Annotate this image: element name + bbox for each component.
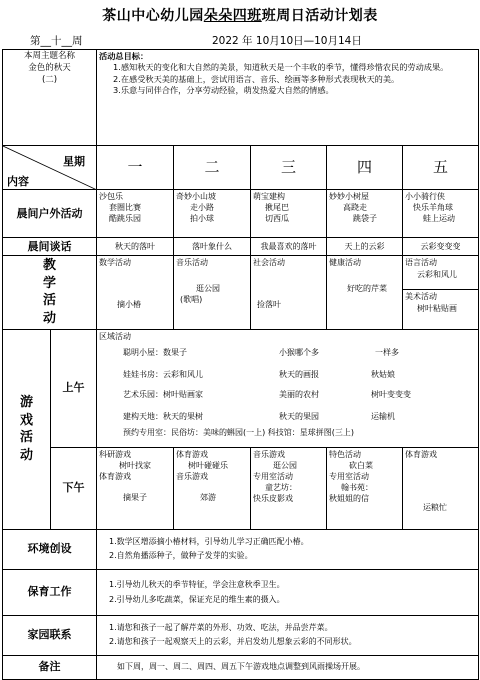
label-char: 教 xyxy=(43,258,57,274)
environment-cell xyxy=(97,529,479,569)
theme-label: 本周主题名称 xyxy=(24,51,76,61)
game-pm-row xyxy=(3,447,479,529)
activity-text: 走小路 xyxy=(190,203,215,213)
area-activities-cell xyxy=(97,329,479,447)
area-text: 运输机 xyxy=(371,411,396,421)
area-text: 小猴哪个多 xyxy=(279,347,320,357)
environment-item: 2.自然角播添种子，做种子发芽的实验。 xyxy=(109,551,253,561)
subject-text: 音乐活动 xyxy=(176,258,209,268)
subject-text: 健康活动 xyxy=(329,258,362,268)
activity-text: 蛙上运动 xyxy=(423,214,456,224)
remarks-label: 备注 xyxy=(3,655,97,679)
pm-text: 秋姐姐的信 xyxy=(329,494,370,504)
remarks-text: 如下周，周一、周二、周四、周五下午游戏地点调整到风雨操场开展。 xyxy=(117,662,366,672)
morning-outdoor-row xyxy=(3,190,479,238)
special-room-text: 预约专用室：民俗坊：美味的蝌园(一上) 科技馆：星球拼图(三上) xyxy=(123,427,355,437)
teaching-row xyxy=(3,256,479,329)
activity-text: 拍小球 xyxy=(190,214,215,224)
day-header-wed: 三 xyxy=(251,146,327,190)
theme-row xyxy=(3,50,479,146)
family-item: 1.请您和孩子一起了解芹菜的外形、功效、吃法，并品尝芹菜。 xyxy=(109,623,333,633)
environment-item: 1.数学区增添摘小椿材料，引导幼儿学习正确匹配小椿。 xyxy=(109,537,309,547)
activity-text: 高跷走 xyxy=(343,203,368,213)
care-label: 保育工作 xyxy=(3,569,97,615)
topic-text: 摘小椿 xyxy=(117,299,142,309)
pm-text: 快乐皮影戏 xyxy=(253,494,294,504)
label-char: 动 xyxy=(19,447,33,463)
morning-talk-row xyxy=(3,238,479,256)
area-text: 聪明小屋：数果子 xyxy=(123,347,188,357)
activity-text: 沙包乐 xyxy=(99,192,124,201)
theme-name: 金色的秋天 xyxy=(28,62,71,73)
pm-text: 音乐游戏 xyxy=(253,449,286,459)
area-text: 美丽的农村 xyxy=(279,389,320,399)
area-text: 一样多 xyxy=(375,347,400,357)
activity-text: 套圈比赛 xyxy=(109,203,142,213)
label-char: 游 xyxy=(19,394,33,410)
area-text: 秋姑娘 xyxy=(371,369,396,379)
activity-text: 跳袋子 xyxy=(353,214,378,224)
pm-text: 翰书苑： xyxy=(341,483,374,493)
care-cell xyxy=(97,569,479,615)
day-header-tue: 二 xyxy=(174,146,251,190)
content-label: 内容 xyxy=(7,175,29,188)
weekly-plan-table xyxy=(2,49,479,680)
label-char: 活 xyxy=(43,293,57,309)
pm-tue xyxy=(174,447,251,529)
game-am-row xyxy=(3,329,479,447)
pm-text: 摘果子 xyxy=(123,493,148,503)
area-text: 树叶变变变 xyxy=(371,389,412,399)
family-cell xyxy=(97,615,479,655)
subject-text: 数学活动 xyxy=(99,258,132,268)
pm-thu xyxy=(327,447,403,529)
pm-text: 专用室活动 xyxy=(329,471,370,481)
remarks-row xyxy=(3,655,479,679)
teaching-mon xyxy=(97,256,174,329)
pm-text: 逛公园 xyxy=(273,460,298,470)
care-item: 1.引导幼儿秋天的季节特征，学会注意秋季卫生。 xyxy=(109,579,285,589)
outdoor-mon xyxy=(97,190,174,238)
area-text: 娃娃书房：云彩和风儿 xyxy=(123,369,204,379)
subject-text: 语言活动 xyxy=(405,258,438,268)
pm-text: 运粮忙 xyxy=(423,502,448,512)
weekday-label: 星期 xyxy=(63,155,85,168)
talk-fri: 云彩变变变 xyxy=(403,238,479,256)
talk-thu: 天上的云彩 xyxy=(327,238,403,256)
area-text: 秋天的画报 xyxy=(279,369,320,379)
label-char: 学 xyxy=(43,275,57,291)
pm-text: 砍白菜 xyxy=(349,460,374,470)
area-text: 建构天地：秋天的果树 xyxy=(123,411,204,421)
activity-text: 小小骑行侠 xyxy=(405,192,446,201)
activity-text: 快乐羊角球 xyxy=(413,203,454,213)
teaching-thu xyxy=(327,256,403,329)
pm-text: 音乐游戏 xyxy=(176,471,209,481)
pm-text: 树叶碰碰乐 xyxy=(188,460,229,470)
outdoor-tue xyxy=(174,190,251,238)
teaching-label xyxy=(3,256,97,329)
care-row xyxy=(3,569,479,615)
topic-extra: (歌唱) xyxy=(180,294,203,304)
label-char: 戏 xyxy=(19,412,33,428)
pm-text: 特色活动 xyxy=(329,449,362,459)
subject-text: 美术活动 xyxy=(405,292,438,302)
title-prefix: 茶山中心幼儿园 xyxy=(102,8,204,24)
talk-tue: 落叶象什么 xyxy=(174,238,251,256)
pm-label: 下午 xyxy=(51,447,97,529)
outdoor-fri xyxy=(403,190,479,238)
teaching-fri xyxy=(403,256,479,329)
talk-wed: 我最喜欢的落叶 xyxy=(251,238,327,256)
diagonal-header-cell xyxy=(3,146,97,190)
morning-outdoor-label: 晨间户外活动 xyxy=(3,190,97,238)
pm-fri xyxy=(403,447,479,529)
game-label xyxy=(3,329,51,529)
topic-text: 云彩和风儿 xyxy=(417,269,458,279)
activity-text: 奇妙小山坡 xyxy=(176,192,217,201)
area-heading: 区域活动 xyxy=(99,331,132,341)
goals-cell xyxy=(97,50,479,146)
pm-text: 树叶找家 xyxy=(119,460,152,470)
environment-label: 环境创设 xyxy=(3,529,97,569)
topic-text: 树叶粘贴画 xyxy=(417,303,458,313)
activity-text: 酷跳乐园 xyxy=(109,214,142,224)
date-range: 2022 年 10月10日—10月14日 xyxy=(212,35,362,47)
teaching-tue xyxy=(174,256,251,329)
pm-text: 专用室活动 xyxy=(253,471,294,481)
activity-text: 妙妙小树屋 xyxy=(329,192,370,201)
title-suffix: 班周日活动计划表 xyxy=(261,8,378,24)
environment-row xyxy=(3,529,479,569)
subject-text: 社会活动 xyxy=(253,258,286,268)
morning-talk-label: 晨间谈话 xyxy=(3,238,97,256)
page-title xyxy=(0,5,480,25)
label-char: 活 xyxy=(19,430,33,446)
day-header-thu: 四 xyxy=(327,146,403,190)
theme-part: (二) xyxy=(41,74,58,85)
goal-item: 3.乐意与同伴合作，分享劳动经验，萌发热爱大自然的情感。 xyxy=(113,85,334,96)
family-row xyxy=(3,615,479,655)
am-label: 上午 xyxy=(51,329,97,447)
teaching-wed xyxy=(251,256,327,329)
family-label: 家园联系 xyxy=(3,615,97,655)
pm-text: 体育游戏 xyxy=(99,471,132,481)
talk-mon: 秋天的落叶 xyxy=(97,238,174,256)
pm-text: 体育游戏 xyxy=(405,449,438,459)
care-item: 2.引导幼儿多吃蔬菜，保证充足的维生素的摄入。 xyxy=(109,595,285,605)
activity-text: 萌宝建构 xyxy=(253,192,286,201)
topic-text: 好吃的芹菜 xyxy=(347,283,388,293)
week-label: 第__十__周 xyxy=(30,35,83,47)
family-item: 2.请您和孩子一起观察天上的云彩，并启发幼儿想象云彩的不同形状。 xyxy=(109,637,357,647)
activity-text: 揪尾巴 xyxy=(265,203,290,213)
pm-text: 童艺坊： xyxy=(265,483,298,493)
outdoor-thu xyxy=(327,190,403,238)
area-text: 秋天的果园 xyxy=(279,411,320,421)
topic-text: 捡落叶 xyxy=(257,299,282,309)
pm-wed xyxy=(251,447,327,529)
remarks-cell xyxy=(97,655,479,679)
goal-item: 2.在感受秋天美的基础上，尝试用语言、音乐、绘画等多种形式表现秋天的美。 xyxy=(113,73,400,84)
pm-text: 体育游戏 xyxy=(176,449,209,459)
outdoor-wed xyxy=(251,190,327,238)
day-header-mon: 一 xyxy=(97,146,174,190)
day-header-fri: 五 xyxy=(403,146,479,190)
activity-text: 切西瓜 xyxy=(265,214,290,224)
weekday-header-row xyxy=(3,146,479,190)
title-class: 朵朵四班 xyxy=(203,8,262,24)
pm-text: 科研游戏 xyxy=(99,449,132,459)
topic-text: 逛公园 xyxy=(196,283,221,293)
goal-item: 1.感知秋天的变化和大自然的美景，知道秋天是一个丰收的季节，懂得珍惜农民的劳动成果。 xyxy=(113,62,449,73)
area-text: 艺术乐园：树叶贴画家 xyxy=(123,389,204,399)
label-char: 动 xyxy=(43,311,57,327)
pm-mon xyxy=(97,447,174,529)
pm-text: 郊游 xyxy=(200,493,217,503)
theme-cell xyxy=(3,50,97,146)
goals-heading: 活动总目标： xyxy=(99,51,149,61)
